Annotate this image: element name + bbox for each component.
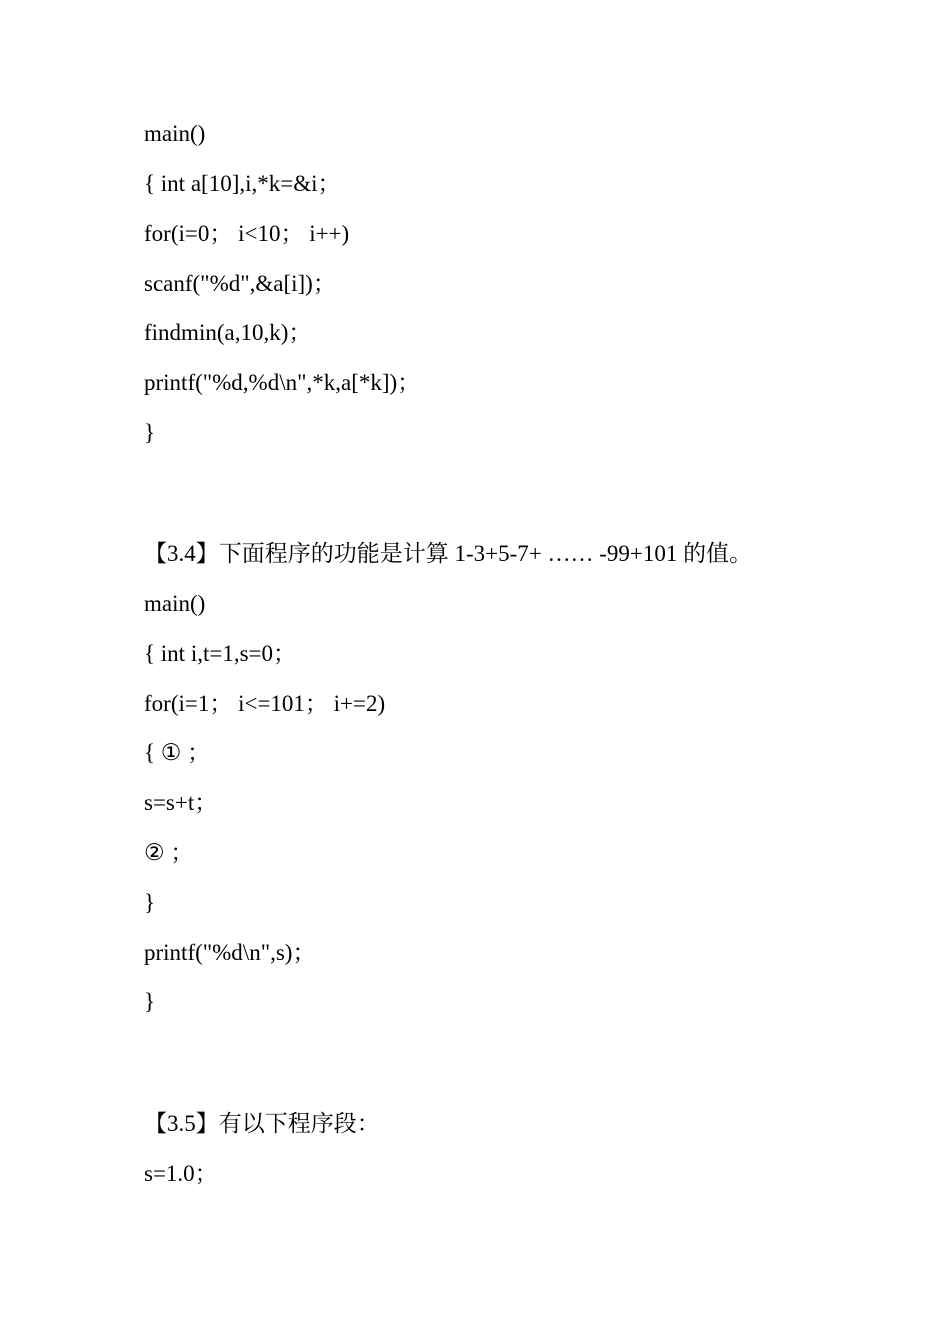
code-line: findmin(a,10,k)； <box>144 320 312 345</box>
question-heading-3-4: 【3.4】下面程序的功能是计算 1-3+5-7+ …… -99+101 的值。 <box>144 541 753 566</box>
code-line: scanf("%d",&a[i])； <box>144 271 336 296</box>
code-line: for(i=1； i<=101； i+=2) <box>144 691 386 716</box>
code-line: s=1.0； <box>144 1161 218 1186</box>
code-line: printf("%d,%d\n",*k,a[*k])； <box>144 370 421 395</box>
code-line: { int a[10],i,*k=&i； <box>144 171 341 196</box>
code-line: main() <box>144 591 206 616</box>
code-line: } <box>144 989 156 1014</box>
code-line: main() <box>144 121 206 146</box>
code-line: { int i,t=1,s=0； <box>144 641 296 666</box>
code-line: for(i=0； i<10； i++) <box>144 221 350 246</box>
code-line: s=s+t； <box>144 790 218 815</box>
code-line: } <box>144 420 156 445</box>
question-heading-3-5: 【3.5】有以下程序段： <box>144 1111 380 1136</box>
code-line-blank-1: { ① ； <box>144 740 211 765</box>
code-line: printf("%d\n",s)； <box>144 940 316 965</box>
code-line: } <box>144 890 156 915</box>
code-line-blank-2: ② ； <box>144 840 194 865</box>
